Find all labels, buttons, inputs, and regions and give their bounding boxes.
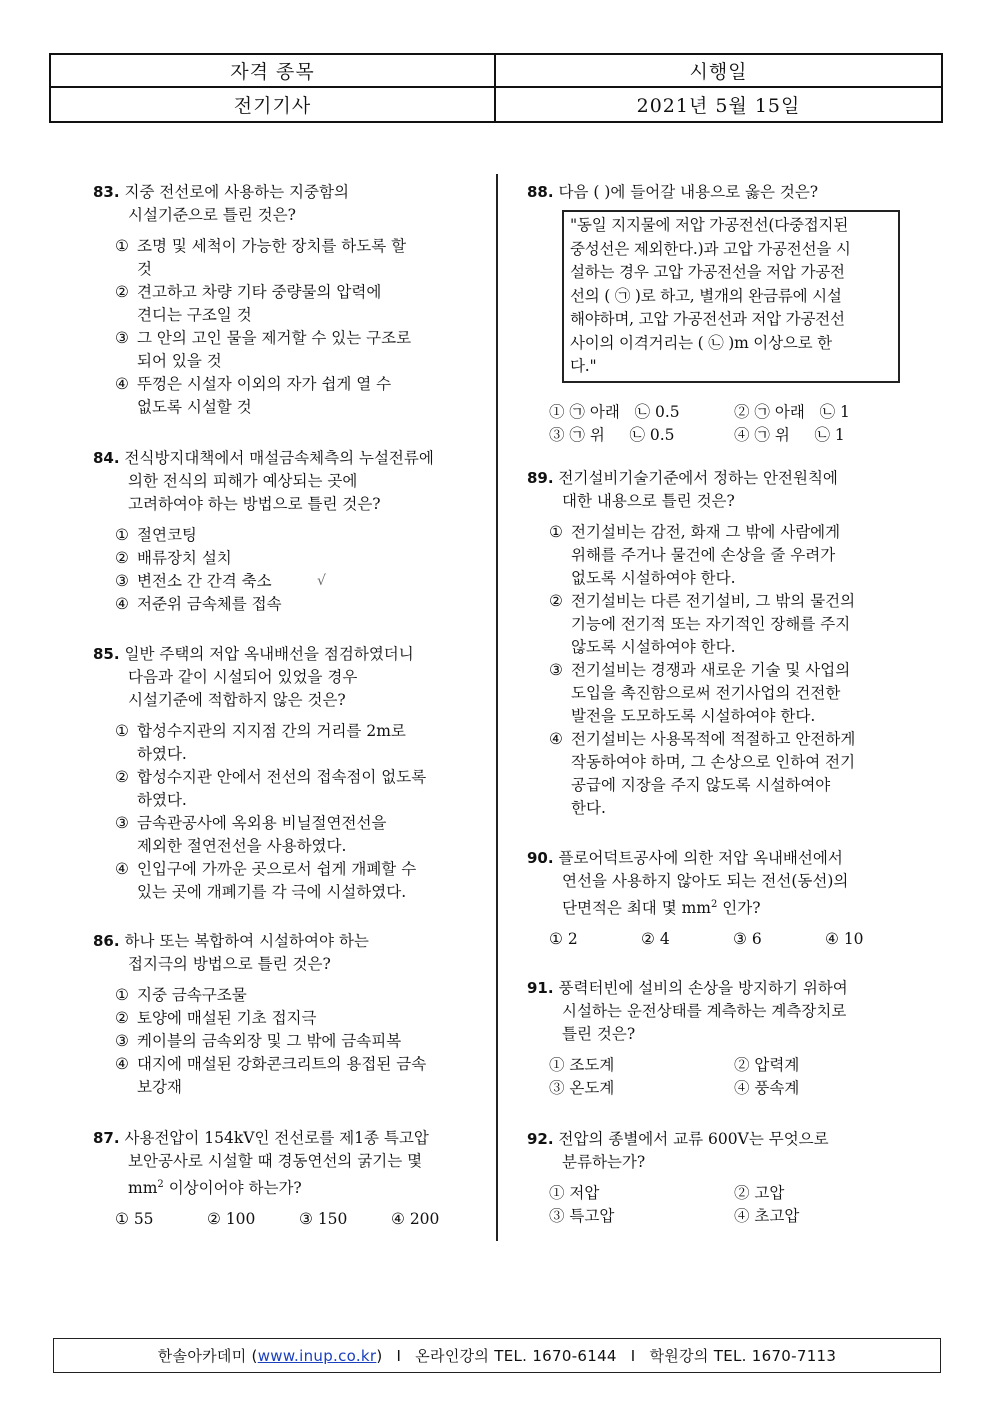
option-4[interactable]: ④ 전기설비는 사용목적에 적절하고 안전하게 작동하여야 하며, 그 손상으로 인하여 전기 공급에 지장을 주지 않도록 시설하여야 한다. <box>549 730 856 817</box>
option-3[interactable]: ③ 150 <box>299 1210 348 1229</box>
option-2[interactable]: ② 4 <box>641 930 670 949</box>
option-3[interactable]: ③ 그 안의 고인 물을 제거할 수 있는 구조로 되어 있을 것 <box>115 329 412 370</box>
option-4[interactable]: ④ ㉠ 위 ㉡ 1 <box>734 425 845 444</box>
option-1[interactable]: ① 지중 금속구조물 <box>115 986 247 1004</box>
question-stem: 보안공사로 시설할 때 경동연선의 굵기는 몇 <box>128 1152 423 1170</box>
option-3[interactable]: ③ ㉠ 위 ㉡ 0.5 <box>549 425 675 444</box>
question-stem: 하나 또는 복합하여 시설하여야 하는 <box>124 932 369 950</box>
option-2[interactable]: ② 고압 <box>734 1184 785 1202</box>
option-3[interactable]: ③ 6 <box>733 930 762 949</box>
option-4[interactable]: ④ 10 <box>825 930 864 949</box>
question-stem: 시설기준에 적합하지 않은 것은? <box>128 691 346 709</box>
question-89 <box>527 467 855 820</box>
footer-separator: I <box>396 1346 402 1365</box>
handwritten-check-mark: √ <box>317 573 326 589</box>
option-4[interactable]: ④ 풍속계 <box>734 1079 800 1097</box>
options-row <box>527 928 917 951</box>
question-number: 92. <box>527 1130 554 1148</box>
options-row <box>93 1208 483 1231</box>
question-stem: 풍력터빈에 설비의 손상을 방지하기 위하여 <box>558 979 848 997</box>
quoted-regulation-box: "동일 지지물에 저압 가공전선(다중접지된 중성선은 제외한다.)과 고압 가공전선을 시 설하는 경우 고압 가공전선을 저압 가공전 선의 ( ㉠ )로 하고, 별개의 완금류에 시설 해야하며, 고압 가공전선과 저압 가공전선 사이의 이격거리는 ( ㉡ )m 이상으로 한 다." <box>562 210 900 383</box>
question-stem: 단면적은 최대 몇 $mm^2$ 인가? <box>562 899 761 918</box>
option-4[interactable]: ④ 200 <box>391 1210 440 1229</box>
footer-website-link[interactable]: www.inup.co.kr <box>257 1346 377 1365</box>
question-number: 90. <box>527 849 554 867</box>
question-stem: 연선을 사용하지 않아도 되는 전선(동선)의 <box>562 872 849 890</box>
question-83 <box>93 181 411 419</box>
option-2[interactable]: ② ㉠ 아래 ㉡ 1 <box>734 402 850 421</box>
option-3[interactable]: ③ 케이블의 금속외장 및 그 밖에 금속피복 <box>115 1032 402 1050</box>
option-1[interactable]: ① ㉠ 아래 ㉡ 0.5 <box>549 402 680 421</box>
header-subject-value: 전기기사 <box>51 88 496 121</box>
footer-online-phone: 온라인강의 TEL. 1670-6144 <box>415 1347 617 1365</box>
option-3[interactable]: ③ 변전소 간 간격 축소 <box>115 572 272 590</box>
option-1[interactable]: ① 조명 및 세척이 가능한 장치를 하도록 할 것 <box>115 237 407 278</box>
option-4[interactable]: ④ 초고압 <box>734 1207 800 1225</box>
question-stem: 지중 전선로에 사용하는 지중함의 <box>124 183 349 201</box>
question-88 <box>527 181 919 447</box>
option-2[interactable]: ② 100 <box>207 1210 256 1229</box>
option-1[interactable]: ① 2 <box>549 930 578 949</box>
question-stem: 대한 내용으로 틀린 것은? <box>562 492 735 510</box>
question-number: 89. <box>527 469 554 487</box>
question-stem: 전압의 종별에서 교류 600V는 무엇으로 <box>558 1130 829 1148</box>
footer-separator: I <box>630 1346 636 1365</box>
option-1[interactable]: ① 55 <box>115 1210 154 1229</box>
option-1[interactable]: ① 절연코팅 <box>115 526 197 544</box>
exam-header-table <box>49 53 943 123</box>
question-number: 86. <box>93 932 120 950</box>
question-stem: 시설하는 운전상태를 계측하는 계측장치로 <box>562 1002 847 1020</box>
question-86 <box>93 930 426 1099</box>
question-stem: 다음 ( )에 들어갈 내용으로 옳은 것은? <box>558 183 819 201</box>
question-number: 84. <box>93 449 120 467</box>
question-91 <box>527 977 919 1100</box>
column-divider <box>496 174 498 1241</box>
question-stem: 고려하여야 하는 방법으로 틀린 것은? <box>128 495 381 513</box>
header-subject-label: 자격 종목 <box>51 55 496 88</box>
option-1[interactable]: ① 저압 <box>549 1184 600 1202</box>
question-number: 91. <box>527 979 554 997</box>
question-85 <box>93 643 426 904</box>
option-4[interactable]: ④ 대지에 매설된 강화콘크리트의 용접된 금속 보강재 <box>115 1055 427 1096</box>
question-number: 88. <box>527 183 554 201</box>
footer-academy: 한솔아카데미 ( <box>157 1347 258 1365</box>
question-stem: 분류하는가? <box>562 1153 646 1171</box>
option-2[interactable]: ② 압력계 <box>734 1056 800 1074</box>
question-stem: 틀린 것은? <box>562 1025 636 1043</box>
option-2[interactable]: ② 토양에 매설된 기초 접지극 <box>115 1009 317 1027</box>
question-number: 83. <box>93 183 120 201</box>
question-87 <box>93 1127 483 1231</box>
question-stem: 의한 전식의 피해가 예상되는 곳에 <box>128 472 358 490</box>
option-2[interactable]: ② 합성수지관 안에서 전선의 접속점이 없도록 하였다. <box>115 768 427 809</box>
page-footer <box>53 1338 941 1373</box>
header-date-label: 시행일 <box>496 55 941 88</box>
option-4[interactable]: ④ 저준위 금속체를 접속 <box>115 595 282 613</box>
options-grid <box>527 1054 919 1100</box>
question-stem: $mm^2$ 이상이어야 하는가? <box>128 1179 302 1198</box>
option-1[interactable]: ① 조도계 <box>549 1056 615 1074</box>
question-number: 85. <box>93 645 120 663</box>
option-1[interactable]: ① 전기설비는 감전, 화재 그 밖에 사람에게 위해를 주거나 물건에 손상을 줄 우려가 없도록 시설하여야 한다. <box>549 523 841 587</box>
question-stem: 플로어덕트공사에 의한 저압 옥내배선에서 <box>558 849 843 867</box>
options-grid <box>527 401 919 447</box>
option-2[interactable]: ② 전기설비는 다른 전기설비, 그 밖의 물건의 기능에 전기적 또는 자기적인 장해를 주지 않도록 시설하여야 한다. <box>549 592 856 656</box>
options-grid <box>527 1182 919 1228</box>
option-1[interactable]: ① 합성수지관의 지지점 간의 거리를 2m로 하였다. <box>115 722 406 763</box>
option-3[interactable]: ③ 금속관공사에 옥외용 비닐절연전선을 제외한 절연전선을 사용하였다. <box>115 814 387 855</box>
question-92 <box>527 1128 919 1228</box>
option-4[interactable]: ④ 인입구에 가까운 곳으로서 쉽게 개폐할 수 있는 곳에 개폐기를 각 극에 시설하였다. <box>115 860 417 901</box>
question-number: 87. <box>93 1129 120 1147</box>
footer-offline-phone: 학원강의 TEL. 1670-7113 <box>649 1347 837 1365</box>
option-2[interactable]: ② 견고하고 차량 기타 중량물의 압력에 견디는 구조일 것 <box>115 283 382 324</box>
question-stem: 다음과 같이 시설되어 있었을 경우 <box>128 668 358 686</box>
header-date-value: 2021년 5월 15일 <box>636 95 801 117</box>
question-stem: 사용전압이 154kV인 전선로를 제1종 특고압 <box>124 1129 429 1147</box>
option-4[interactable]: ④ 뚜껑은 시설자 이외의 자가 쉽게 열 수 없도록 시설할 것 <box>115 375 392 416</box>
option-2[interactable]: ② 배류장치 설치 <box>115 549 232 567</box>
question-stem: 일반 주택의 저압 옥내배선을 점검하였더니 <box>124 645 414 663</box>
question-stem: 접지극의 방법으로 틀린 것은? <box>128 955 331 973</box>
question-stem: 시설기준으로 틀린 것은? <box>128 206 296 224</box>
option-3[interactable]: ③ 특고압 <box>549 1207 615 1225</box>
option-3[interactable]: ③ 전기설비는 경쟁과 새로운 기술 및 사업의 도입을 촉진함으로써 전기사업의 건전한 발전을 도모하도록 시설하여야 한다. <box>549 661 851 725</box>
question-84 <box>93 447 434 616</box>
question-stem: 전식방지대책에서 매설금속체측의 누설전류에 <box>124 449 434 467</box>
option-3[interactable]: ③ 온도계 <box>549 1079 615 1097</box>
question-stem: 전기설비기술기준에서 정하는 안전원칙에 <box>558 469 838 487</box>
question-90 <box>527 847 917 951</box>
footer-close-paren: ) <box>376 1346 383 1365</box>
